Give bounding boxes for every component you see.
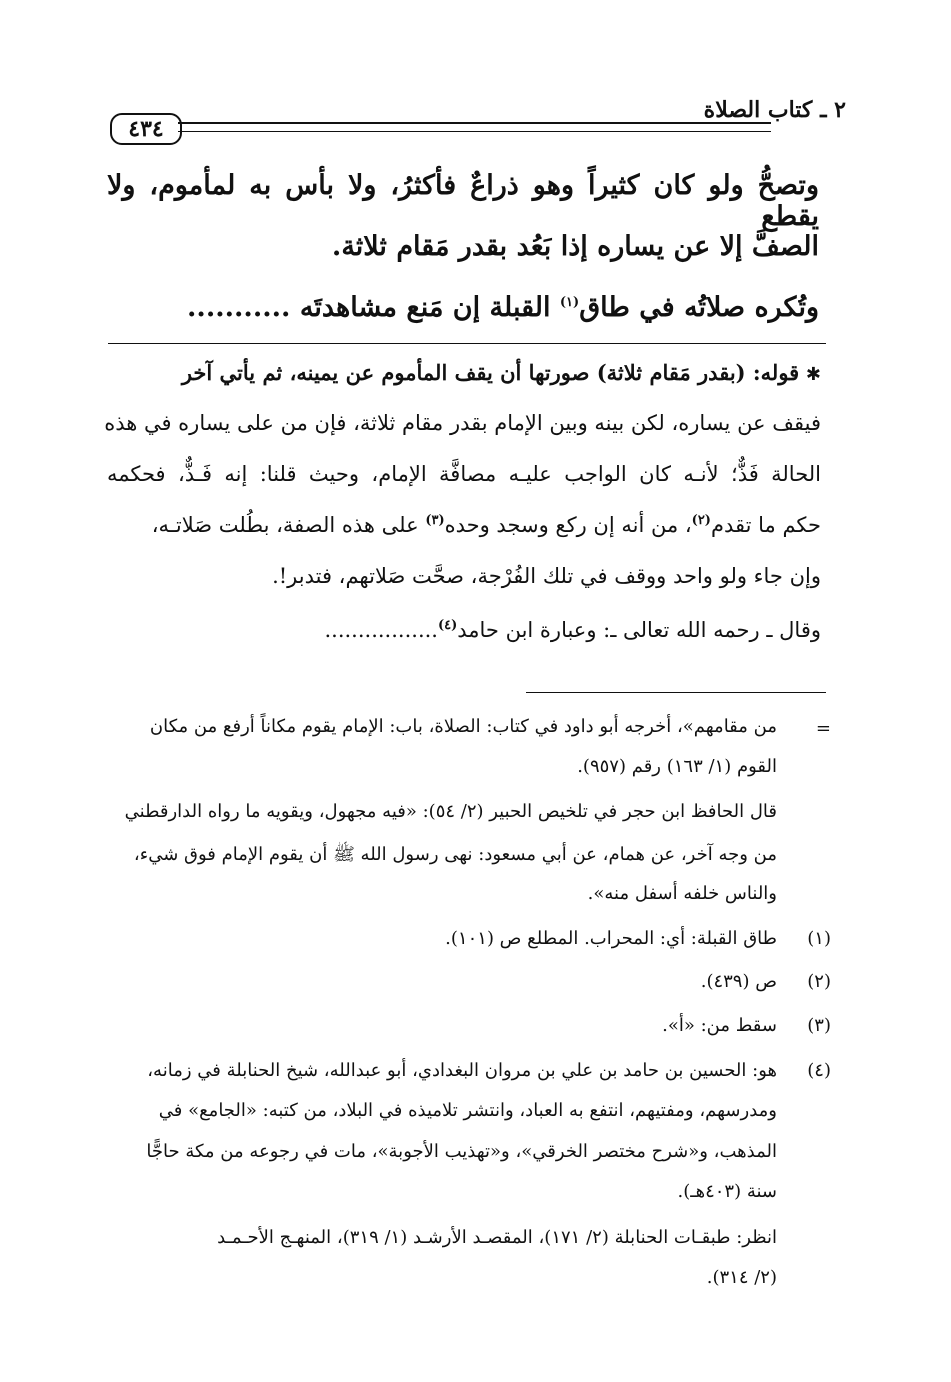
matn-divider [108, 343, 826, 344]
footnote-4-line-4: سنة (٤٠٣هـ). [677, 1181, 777, 1202]
footnote-ref-2: (٢) [691, 513, 711, 528]
matn-line-3-text: وتُكره صلاتُه في طاق [579, 292, 819, 323]
commentary-line-6-a: وقال ـ رحمه الله تعالى ـ: وعبارة ابن حامد [457, 618, 821, 642]
footnote-divider [526, 692, 826, 693]
footnote-cont-line-5: والناس خلفه أسفل منه». [587, 883, 777, 904]
commentary-line-1 [107, 360, 821, 385]
footnote-cont-line-2: القوم (١/ ١٦٣) رقم (٩٥٧). [577, 756, 777, 777]
matn-line-3-text-2: القبلة إن مَنع مشاهدتَه [299, 292, 551, 323]
commentary-line-4 [107, 513, 821, 537]
footnote-2: ص (٤٣٩). [700, 971, 777, 992]
footnote-ref-3: (٣) [425, 513, 445, 528]
footnote-ref-1: (١) [559, 295, 580, 310]
matn-line-1: وتصحُّ ولو كان كثيراً وهو ذراعٌ فأكثرُ، ولا بأس به لمأموم، ولا يقطع [107, 170, 819, 232]
footnote-4-line-1: هو: الحسين بن حامد بن علي بن مروان البغدادي، أبو عبدالله، شيخ الحنابلة في زمانه، [147, 1060, 777, 1081]
header-double-rule [178, 122, 771, 132]
commentary-line-6 [107, 618, 821, 642]
commentary-line-5: وإن جاء ولو واحد ووقف في تلك الفُرْجة، صحَّت صَلاتهم، فتدبر!. [272, 564, 821, 588]
commentary-line-4-b: ، من أنه إن ركع وسجد وحده [444, 513, 692, 537]
page-number: ٤٣٤ [110, 113, 182, 145]
footnote-cont-line-4: من وجه آخر، عن همام، عن أبي مسعود: نهى رسول الله ﷺ أن يقوم الإمام فوق شيء، [133, 844, 777, 865]
footnote-number-4: (٤) [807, 1060, 831, 1081]
commentary-line-3: الحالة فَذٌّ؛ لأنـه كان الواجب عليـه مصافَّة الإمام، وحيث قلنا: إنه فَـذٌّ، فحكمه [107, 462, 821, 486]
footnote-ref-4: (٤) [437, 618, 458, 633]
matn-line-3 [107, 292, 819, 323]
footnote-cont-line-3: قال الحافظ ابن حجر في تلخيص الحبير (٢/ ٥٤): «فيه مجهول، ويقويه ما رواه الدارقطني [124, 801, 777, 822]
star-icon: ✱ [805, 364, 821, 385]
commentary-line-4-c: على هذه الصفة، بطُلت صَلاتـه، [151, 513, 426, 537]
ellipsis-dots: ........... [187, 292, 291, 323]
continuation-mark: = [815, 718, 831, 739]
running-header-title: ٢ ـ كتاب الصلاة [703, 97, 846, 123]
footnote-number-1: (١) [807, 928, 831, 949]
commentary-line-1-text: قوله: (بقدر مَقام ثلاثة) صورتها أن يقف المأموم عن يمينه، ثم يأتي آخر [181, 360, 800, 385]
footnote-3: سقط من: «أ». [662, 1015, 777, 1036]
commentary-line-4-a: حكم ما تقدم [710, 513, 821, 537]
footnote-number-2: (٢) [807, 971, 831, 992]
footnote-4-line-3: المذهب، و«شرح مختصر الخرقي»، و«تهذيب الأجوبة»، مات في رجوعه من مكة حاجًّا [146, 1141, 777, 1162]
footnote-cont-line-1: من مقامهم»، أخرجه أبو داود في كتاب: الصلاة، باب: الإمام يقوم مكاناً أرفع من مكان [149, 716, 777, 737]
matn-line-2: الصفَّ إلا عن يساره إذا بَعُد بقدر مَقام ثلاثة. [331, 231, 819, 262]
ellipsis-dots-2: ................. [324, 618, 438, 642]
footnote-4-line-2: ومدرسهم، ومفتيهم، انتفع به العباد، وانتشر تلاميذه في البلاد، من كتبه: «الجامع» في [158, 1100, 777, 1121]
commentary-line-2: فيقف عن يساره، لكن بينه وبين الإمام بقدر مقام ثلاثة، فإن من على يساره في هذه [104, 411, 821, 435]
footnote-number-3: (٣) [807, 1015, 831, 1036]
footnote-4-line-5: انظر: طبقـات الحنابلة (٢/ ١٧١)، المقصـد الأرشـد (١/ ٣١٩)، المنهـج الأحـمـد [217, 1227, 777, 1248]
footnote-1: طاق القبلة: أي: المحراب. المطلع ص (١٠١). [445, 928, 777, 949]
footnote-4-line-6: (٢/ ٣١٤). [706, 1267, 777, 1288]
